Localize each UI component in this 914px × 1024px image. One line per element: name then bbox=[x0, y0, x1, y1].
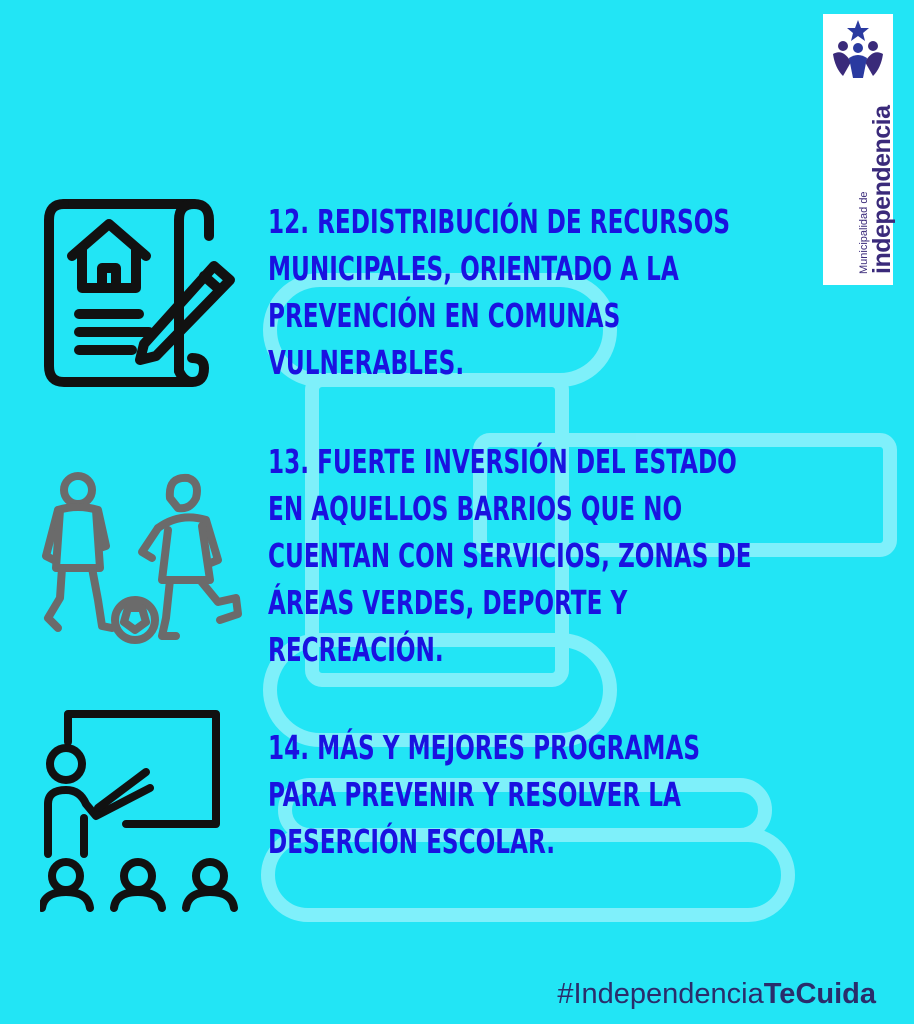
item-13-text bbox=[268, 438, 814, 673]
document-house-pen-icon bbox=[44, 196, 244, 391]
item-12-text bbox=[268, 198, 814, 386]
item-13-line: ÁREAS VERDES, DEPORTE Y bbox=[268, 583, 628, 622]
campaign-hashtag bbox=[557, 978, 876, 1011]
item-12-line: 12. REDISTRIBUCIÓN DE RECURSOS bbox=[268, 202, 731, 241]
item-14-line: 14. MÁS Y MEJORES PROGRAMAS bbox=[268, 728, 701, 767]
municipal-crest-icon bbox=[829, 18, 887, 80]
soccer-players-icon bbox=[40, 468, 250, 648]
hashtag-bold: TeCuida bbox=[763, 978, 876, 1010]
item-12-line: PREVENCIÓN EN COMUNAS bbox=[268, 296, 621, 335]
teacher-classroom-icon bbox=[40, 708, 245, 913]
item-13-line: RECREACIÓN. bbox=[268, 630, 444, 669]
logo-line-big: independencia bbox=[868, 105, 896, 274]
municipality-logo bbox=[823, 14, 896, 285]
logo-line-small: Municipalidad de bbox=[858, 191, 870, 274]
item-13-line: EN AQUELLOS BARRIOS QUE NO bbox=[268, 489, 683, 528]
hashtag-prefix: #Independencia bbox=[557, 978, 764, 1010]
item-13-line: 13. FUERTE INVERSIÓN DEL ESTADO bbox=[268, 442, 737, 481]
item-14-line: DESERCIÓN ESCOLAR. bbox=[268, 822, 556, 861]
item-12-line: MUNICIPALES, ORIENTADO A LA bbox=[268, 249, 679, 288]
item-12-line: VULNERABLES. bbox=[268, 343, 465, 382]
logo-wordmark bbox=[858, 105, 894, 274]
item-14-line: PARA PREVENIR Y RESOLVER LA bbox=[268, 775, 681, 814]
item-14-text bbox=[268, 724, 814, 865]
item-13-line: CUENTAN CON SERVICIOS, ZONAS DE bbox=[268, 536, 752, 575]
